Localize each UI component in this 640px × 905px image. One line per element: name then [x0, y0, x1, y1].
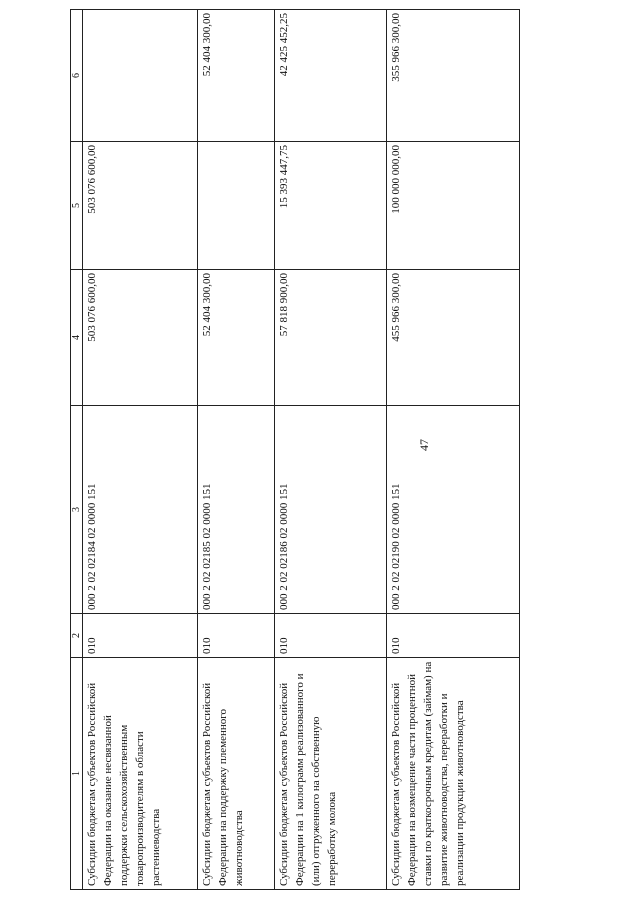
row-col4-cell: 52 404 300,00: [198, 270, 275, 406]
row-kbk-cell: 000 2 02 02190 02 0000 151: [387, 406, 520, 614]
column-header: 2: [71, 614, 83, 658]
row-kbk-cell: 000 2 02 02184 02 0000 151: [83, 406, 198, 614]
row-name-cell: Субсидии бюджетам субъектов Российской Федерации на 1 килограмм реализованного и (или) отгруженного на собственную переработку молока: [275, 658, 387, 890]
table-row: [83, 10, 198, 890]
row-name-cell: Субсидии бюджетам субъектов Российской Федерации на возмещение части процентной ставки по краткосрочным кредитам (займам) на развитие животноводства, переработки и реализации продукции животноводства: [387, 658, 520, 890]
row-code-cell: 010: [198, 614, 275, 658]
rotated-table-container: [70, 10, 520, 890]
column-header: 3: [71, 406, 83, 614]
table-header-row: [71, 10, 83, 890]
row-code-cell: 010: [387, 614, 520, 658]
column-header: 5: [71, 142, 83, 270]
row-kbk-cell: 000 2 02 02186 02 0000 151: [275, 406, 387, 614]
row-col6-cell: 355 966 300,00: [387, 10, 520, 142]
row-name-cell: Субсидии бюджетам субъектов Российской Федерации на оказание несвязанной поддержки сельскохозяйственным товаропроизводителям в области растениеводства: [83, 658, 198, 890]
row-col5-cell: 100 000 000,00: [387, 142, 520, 270]
row-col6-cell: [83, 10, 198, 142]
row-kbk-cell: 000 2 02 02185 02 0000 151: [198, 406, 275, 614]
row-code-cell: 010: [83, 614, 198, 658]
row-col6-cell: 52 404 300,00: [198, 10, 275, 142]
row-col5-cell: 503 076 600,00: [83, 142, 198, 270]
column-header: 4: [71, 270, 83, 406]
row-col6-cell: 42 425 452,25: [275, 10, 387, 142]
row-code-cell: 010: [275, 614, 387, 658]
row-col5-cell: 15 393 447,75: [275, 142, 387, 270]
column-header: 1: [71, 658, 83, 890]
table-row: [387, 10, 520, 890]
budget-table: [70, 9, 520, 890]
table-row: [198, 10, 275, 890]
table-row: [275, 10, 387, 890]
row-col4-cell: 57 818 900,00: [275, 270, 387, 406]
page-number: 47: [417, 439, 431, 451]
row-col4-cell: 455 966 300,00: [387, 270, 520, 406]
column-header: 6: [71, 10, 83, 142]
row-col4-cell: 503 076 600,00: [83, 270, 198, 406]
row-col5-cell: [198, 142, 275, 270]
row-name-cell: Субсидии бюджетам субъектов Российской Федерации на поддержку племенного животноводства: [198, 658, 275, 890]
